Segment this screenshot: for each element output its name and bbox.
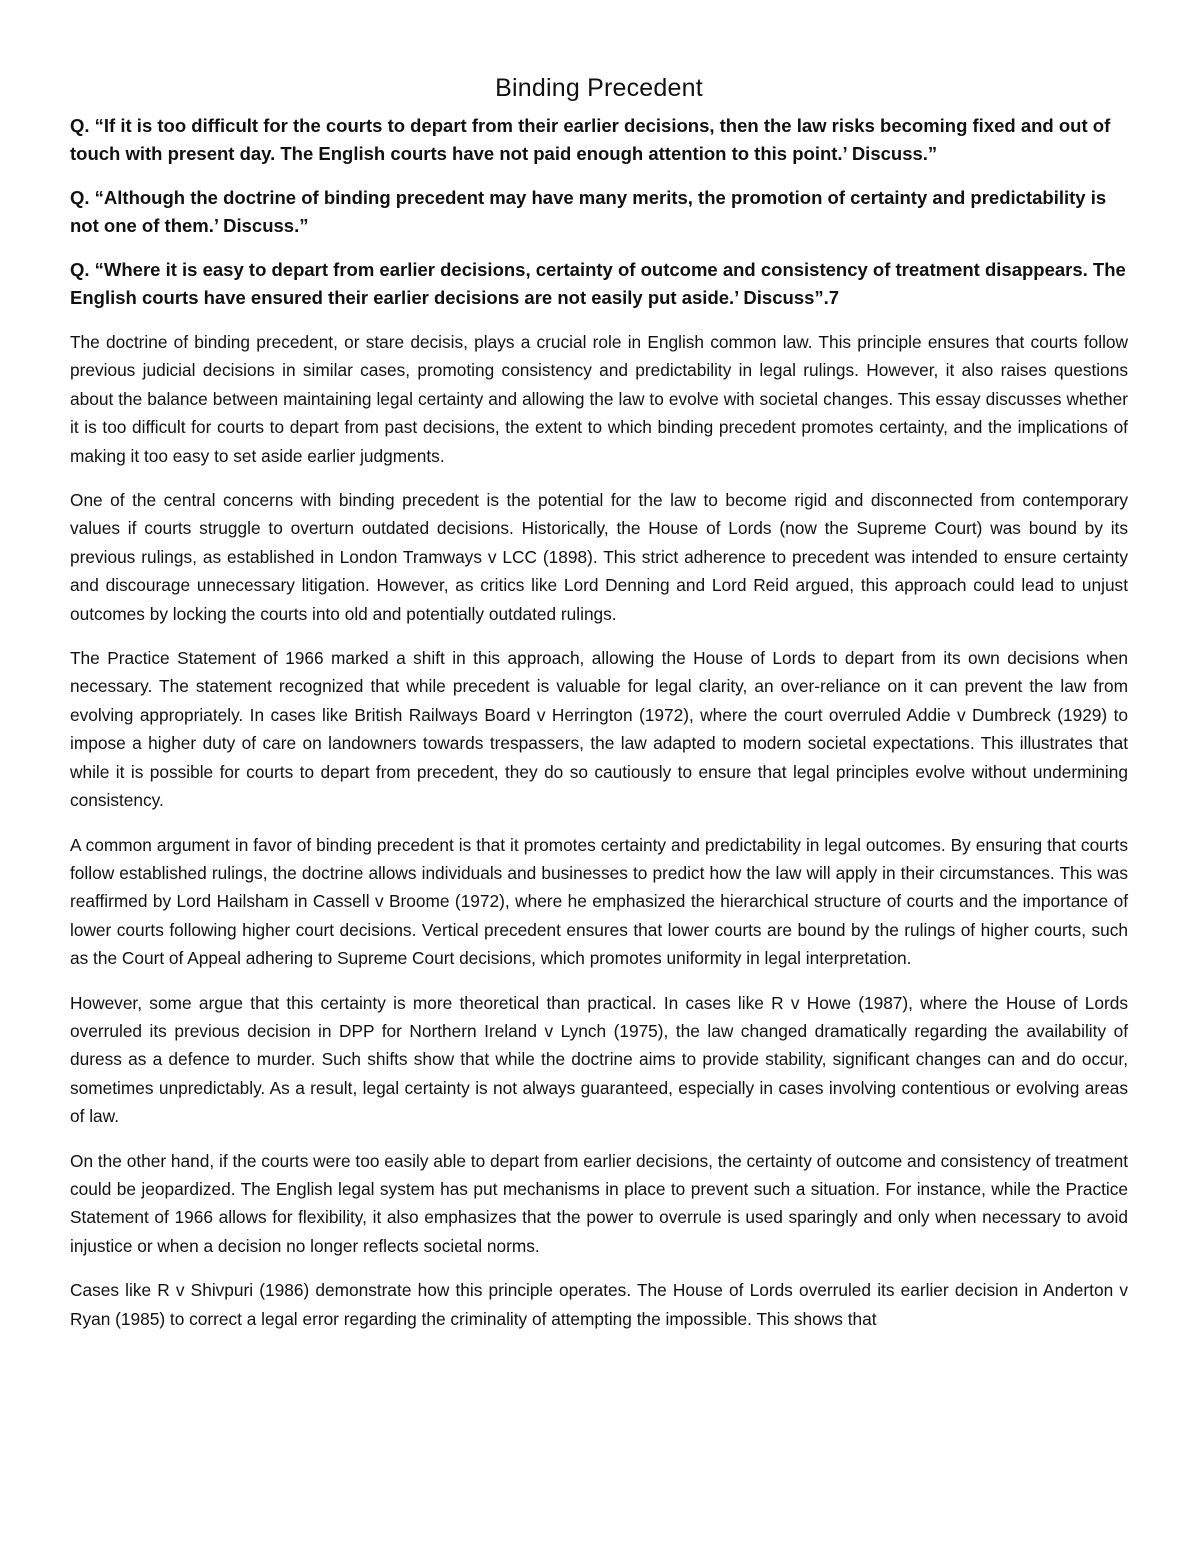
paragraph-shivpuri: Cases like R v Shivpuri (1986) demonstrate how this principle operates. The House of Lords overruled its earlier decision in Anderton v Ryan (1985) to correct a legal error regarding the criminality of attempting the impossible. This shows that: [70, 1280, 1128, 1329]
question-3: Q. “Where it is easy to depart from earlier decisions, certainty of outcome and consistency of treatment disappears. The English courts have ensured their earlier decisions are not easily put aside.’ Discuss”.7: [70, 259, 1126, 308]
paragraph-theoretical-certainty: However, some argue that this certainty is more theoretical than practical. In cases like R v Howe (1987), where the House of Lords overruled its previous decision in DPP for Northern Ireland v Lynch (1975), the law changed dramatically regarding the availability of duress as a defence to murder. Such shifts show that while the doctrine aims to provide stability, significant changes can and do occur, sometimes unpredictably. As a result, legal certainty is not always guaranteed, especially in cases involving contentious or evolving areas of law.: [70, 992, 1128, 1127]
paragraph-practice-statement: The Practice Statement of 1966 marked a shift in this approach, allowing the House of Lords to depart from its own decisions when necessary. The statement recognized that while precedent is valuable for legal clarity, an over-reliance on it can prevent the law from evolving appropriately. In cases like British Railways Board v Herrington (1972), where the court overruled Addie v Dumbreck (1929) to impose a higher duty of care on landowners towards trespassers, the law adapted to modern societal expectations. This illustrates that while it is possible for courts to depart from precedent, they do so cautiously to ensure that legal principles evolve without undermining consistency.: [70, 648, 1128, 811]
document-page: [70, 70, 1128, 1333]
question-2: Q. “Although the doctrine of binding precedent may have many merits, the promotion of certainty and predictability is not one of them.’ Discuss.”: [70, 187, 1107, 236]
paragraph-certainty-argument: A common argument in favor of binding precedent is that it promotes certainty and predictability in legal outcomes. By ensuring that courts follow established rulings, the doctrine allows individuals and businesses to predict how the law will apply in their circumstances. This was reaffirmed by Lord Hailsham in Cassell v Broome (1972), where he emphasized the hierarchical structure of courts and the importance of lower courts following higher court decisions. Vertical precedent ensures that lower courts are bound by the rulings of higher courts, such as the Court of Appeal adhering to Supreme Court decisions, which promotes uniformity in legal interpretation.: [70, 834, 1128, 969]
paragraph-ease-of-departure: On the other hand, if the courts were too easily able to depart from earlier decisions, the certainty of outcome and consistency of treatment could be jeopardized. The English legal system has put mechanisms in place to prevent such a situation. For instance, while the Practice Statement of 1966 allows for flexibility, it also emphasizes that the power to overrule is used sparingly and only when necessary to avoid injustice or when a decision no longer reflects societal norms.: [70, 1150, 1128, 1256]
paragraph-rigidity-concerns: One of the central concerns with binding precedent is the potential for the law to become rigid and disconnected from contemporary values if courts struggle to overturn outdated decisions. Historically, the House of Lords (now the Supreme Court) was bound by its previous rulings, as established in London Tramways v LCC (1898). This strict adherence to precedent was intended to ensure certainty and discourage unnecessary litigation. However, as critics like Lord Denning and Lord Reid argued, this approach could lead to unjust outcomes by locking the courts into old and potentially outdated rulings.: [70, 490, 1128, 624]
document-title: Binding Precedent: [495, 74, 703, 102]
question-1: Q. “If it is too difficult for the courts to depart from their earlier decisions, then the law risks becoming fixed and out of touch with present day. The English courts have not paid enough attention to this point.’ Discuss.”: [70, 115, 1111, 164]
paragraph-introduction: The doctrine of binding precedent, or stare decisis, plays a crucial role in English common law. This principle ensures that courts follow previous judicial decisions in similar cases, promoting consistency and predictability in legal rulings. However, it also raises questions about the balance between maintaining legal certainty and allowing the law to evolve with societal changes. This essay discusses whether it is too difficult for courts to depart from past decisions, the extent to which binding precedent promotes certainty, and the implications of making it too easy to set aside earlier judgments.: [70, 332, 1128, 466]
